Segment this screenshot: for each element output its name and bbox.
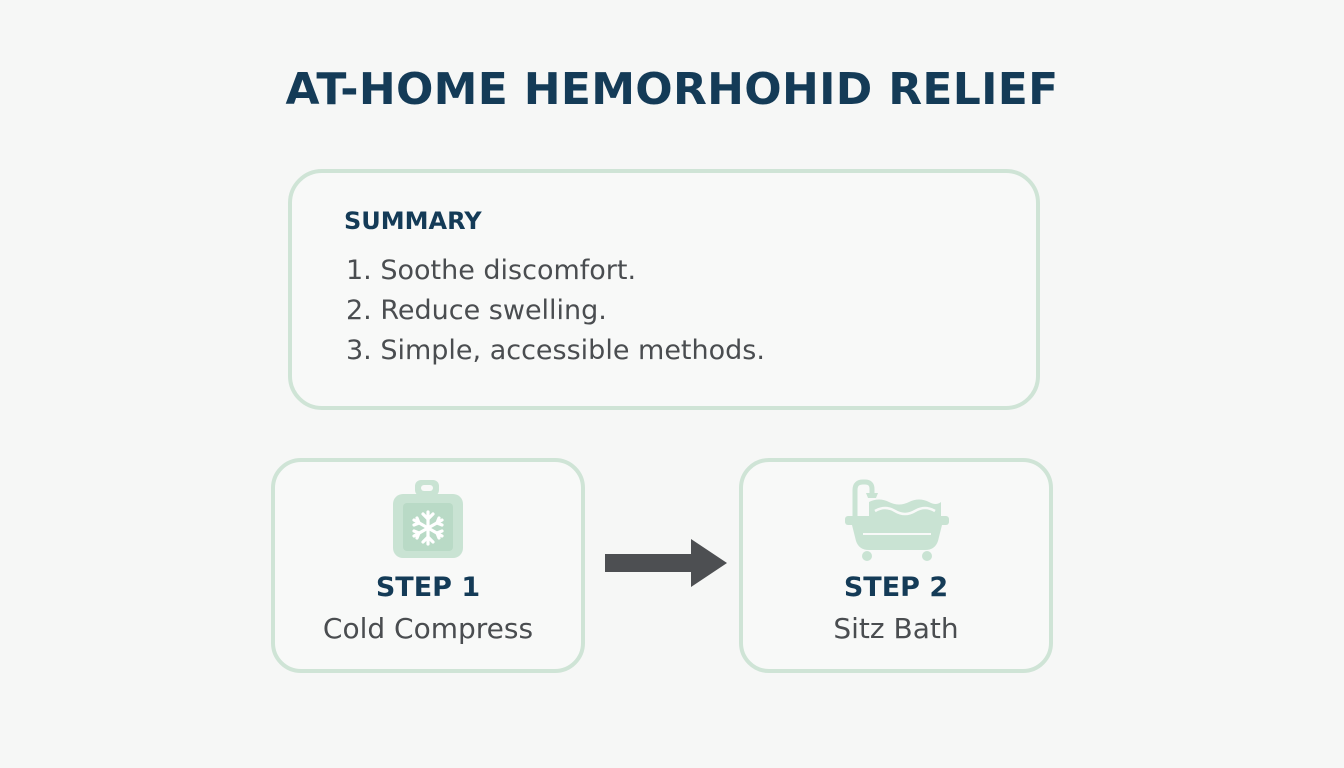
summary-list — [346, 251, 765, 371]
summary-item: 2. Reduce swelling. — [346, 295, 607, 326]
page-title: AT-HOME HEMORHOHID RELIEF — [285, 64, 1059, 115]
right-arrow-icon — [605, 539, 729, 587]
step-label: STEP 1 — [375, 572, 481, 603]
step-2-box — [739, 458, 1053, 673]
step-label: STEP 2 — [843, 572, 949, 603]
summary-heading: SUMMARY — [344, 207, 482, 235]
summary-item: 3. Simple, accessible methods. — [346, 335, 765, 366]
summary-item: 1. Soothe discomfort. — [346, 255, 637, 286]
bathtub-icon — [841, 478, 951, 562]
step-1-box — [271, 458, 585, 673]
step-description: Cold Compress — [322, 612, 534, 645]
summary-box — [288, 169, 1040, 410]
cold-compress-icon — [388, 478, 468, 562]
step-description: Sitz Bath — [833, 612, 959, 645]
